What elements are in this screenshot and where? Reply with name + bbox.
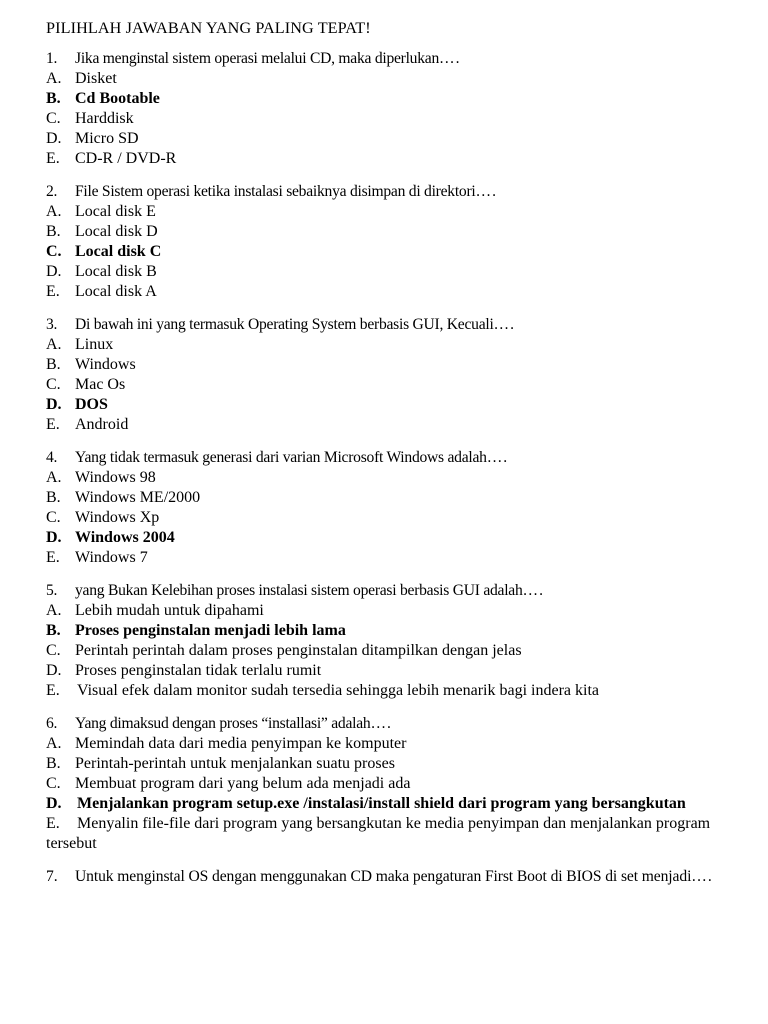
option-text: Windows [75,356,136,373]
document-page [46,18,736,900]
answer-option [46,641,736,661]
option-text: Local disk E [75,203,156,220]
option-text: Windows 2004 [75,529,175,546]
option-text: Mac Os [75,376,126,393]
option-letter: A. [46,602,62,619]
answer-option [46,129,736,149]
answer-option-correct [46,528,736,548]
option-text: Membuat program dari yang belum ada menjadi ada [75,775,411,792]
option-letter: D. [46,529,62,546]
question-body: Yang tidak termasuk generasi dari varian Microsoft Windows adalah [75,449,487,466]
option-text: Menyalin file-file dari program yang bersangkutan ke media penyimpan dan menjalankan program tersebut [46,815,711,852]
answer-option [46,754,736,774]
option-text: DOS [75,396,108,413]
question-body: Jika menginstal sistem operasi melalui CD, maka diperlukan [75,50,439,67]
option-text: Windows 98 [75,469,156,486]
option-text: Windows 7 [75,549,148,566]
option-text: Local disk A [75,283,157,300]
option-text: Local disk C [75,243,162,260]
answer-option [46,355,736,375]
option-text: Harddisk [75,110,134,127]
option-text: Cd Bootable [75,90,160,107]
option-letter: B. [46,489,61,506]
option-letter: D. [46,263,62,280]
question-7 [46,867,736,887]
answer-option [46,69,736,89]
option-letter: E. [46,283,60,300]
answer-option-correct [46,621,736,641]
option-text: Windows ME/2000 [75,489,201,506]
option-text: Visual efek dalam monitor sudah tersedia sehingga lebih menarik bagi indera kita [77,682,599,699]
question-2 [46,182,736,302]
question-text [46,315,736,335]
question-text [46,182,736,202]
page-title: PILIHLAH JAWABAN YANG PALING TEPAT! [46,19,371,37]
question-ellipsis: …. [475,183,497,200]
question-3 [46,315,736,435]
question-body: Yang dimaksud dengan proses “installasi” adalah [75,715,371,732]
option-letter: B. [46,755,61,772]
option-text: Linux [75,336,114,353]
option-letter: C. [46,509,61,526]
option-letter: A. [46,336,62,353]
option-letter: D. [46,795,62,812]
option-letter: C. [46,243,62,260]
answer-option-correct [46,395,736,415]
answer-option [46,734,736,754]
question-text [46,49,736,69]
option-letter: E. [46,549,60,566]
option-text: Perintah-perintah untuk menjalankan suatu proses [75,755,395,772]
answer-option [46,202,736,222]
answer-option [46,109,736,129]
answer-option-correct [46,242,736,262]
option-text: Memindah data dari media penyimpan ke komputer [75,735,407,752]
question-body: yang Bukan Kelebihan proses instalasi sistem operasi berbasis GUI adalah [75,582,523,599]
answer-option [46,548,736,568]
answer-option [46,681,736,701]
question-text [46,867,736,887]
question-number: 4. [46,449,58,466]
answer-option [46,262,736,282]
question-ellipsis: …. [439,50,461,67]
answer-option [46,601,736,621]
question-1 [46,49,736,169]
option-letter: D. [46,130,62,147]
question-number: 5. [46,582,58,599]
answer-option [46,488,736,508]
question-number: 7. [46,868,58,885]
option-letter: C. [46,110,61,127]
option-text: Proses penginstalan menjadi lebih lama [75,622,346,639]
answer-option [46,282,736,302]
option-letter: A. [46,469,62,486]
answer-option [46,661,736,681]
question-ellipsis: …. [486,449,509,466]
option-text: Perintah perintah dalam proses penginstalan ditampilkan dengan jelas [75,642,522,659]
option-letter: D. [46,396,62,413]
answer-option [46,415,736,435]
question-5 [46,581,736,701]
question-body: Untuk menginstal OS dengan menggunakan CD maka pengaturan First Boot di BIOS di set menjadi [75,868,692,885]
option-letter: B. [46,356,61,373]
option-letter: C. [46,642,61,659]
option-letter: B. [46,223,61,240]
question-6 [46,714,736,854]
answer-option [46,814,736,854]
answer-option [46,222,736,242]
option-letter: A. [46,735,62,752]
option-letter: E. [46,682,60,699]
option-letter: C. [46,775,61,792]
question-text [46,448,736,468]
option-text: Local disk B [75,263,157,280]
option-text: Micro SD [75,130,139,147]
answer-option [46,335,736,355]
question-list [46,49,736,887]
option-letter: E. [46,815,60,832]
option-text: Local disk D [75,223,158,240]
option-letter: B. [46,90,61,107]
answer-option [46,774,736,794]
option-letter: E. [46,150,60,167]
question-number: 6. [46,715,58,732]
option-letter: A. [46,70,62,87]
answer-option [46,468,736,488]
question-number: 3. [46,316,58,333]
option-text: Disket [75,70,117,87]
option-letter: B. [46,622,61,639]
answer-option-correct [46,794,736,814]
answer-option [46,375,736,395]
option-letter: C. [46,376,61,393]
question-ellipsis: …. [691,868,713,885]
option-text: CD-R / DVD-R [75,150,177,167]
answer-option-correct [46,89,736,109]
question-number: 2. [46,183,58,200]
answer-option [46,508,736,528]
option-letter: E. [46,416,60,433]
option-text: Proses penginstalan tidak terlalu rumit [75,662,322,679]
question-text [46,581,736,601]
question-ellipsis: …. [522,582,545,599]
question-number: 1. [46,50,58,67]
question-body: Di bawah ini yang termasuk Operating System berbasis GUI, Kecuali [75,316,494,333]
option-text: Menjalankan program setup.exe /instalasi/install shield dari program yang bersangkutan [77,795,686,812]
question-ellipsis: …. [493,316,516,333]
answer-option [46,149,736,169]
question-body: File Sistem operasi ketika instalasi sebaiknya disimpan di direktori [75,183,476,200]
question-ellipsis: …. [370,715,392,732]
option-text: Lebih mudah untuk dipahami [75,602,264,619]
option-text: Windows Xp [75,509,160,526]
question-text [46,714,736,734]
option-letter: A. [46,203,62,220]
option-text: Android [75,416,129,433]
question-4 [46,448,736,568]
option-letter: D. [46,662,62,679]
